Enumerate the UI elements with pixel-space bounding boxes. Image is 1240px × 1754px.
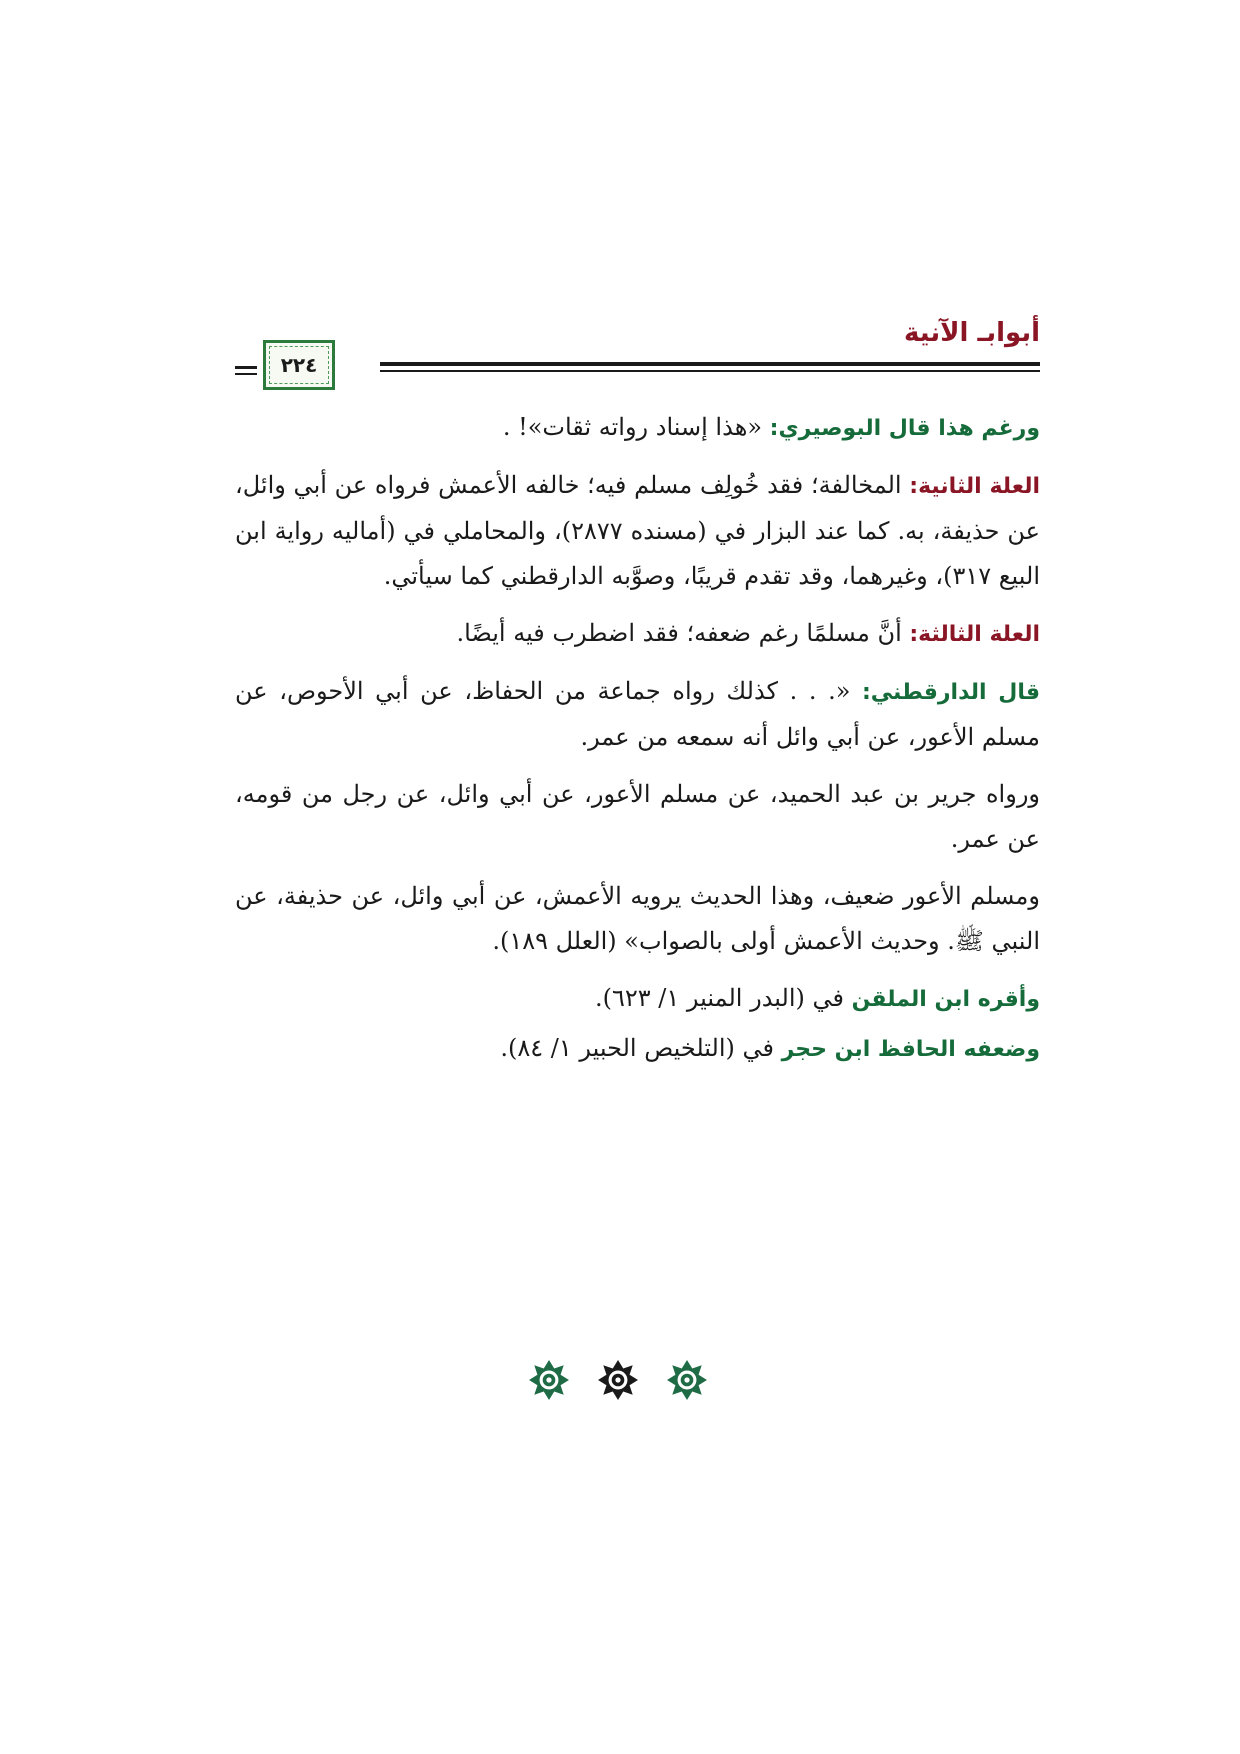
page-number-badge xyxy=(263,340,335,390)
paragraph-jarir xyxy=(235,772,1040,862)
paragraph-label: قال الدارقطني: xyxy=(862,680,1040,705)
paragraph-text: ورواه جرير بن عبد الحميد، عن مسلم الأعور، عن أبي وائل، عن رجل من قومه، عن عمر. xyxy=(235,780,1040,853)
paragraph-ibn-hajar xyxy=(235,1026,1040,1072)
paragraph-text: في (البدر المنير ١/ ٦٢٣). xyxy=(594,984,852,1012)
paragraph-text: «هذا إسناد رواته ثقات»! . xyxy=(502,413,770,441)
paragraph-label: وضعفه الحافظ ابن حجر xyxy=(781,1037,1040,1062)
header-rule-left xyxy=(235,366,257,375)
paragraph-ibn-mulaqqin xyxy=(235,976,1040,1022)
ornament-icon xyxy=(528,1359,570,1401)
paragraph-text: ومسلم الأعور ضعيف، وهذا الحديث يرويه الأعمش، عن أبي وائل، عن حذيفة، عن النبي ﷺ. وحديث الأعمش أولى بالصواب» (العلل ١٨٩). xyxy=(235,882,1040,955)
paragraph-label: وأقره ابن الملقن xyxy=(851,987,1040,1012)
page-header xyxy=(235,318,1040,393)
paragraph-text: المخالفة؛ فقد خُولِف مسلم فيه؛ خالفه الأعمش فرواه عن أبي وائل، عن حذيفة، به. كما عند البزار في (مسنده ٢٨٧٧)، والمحاملي في (أماليه رواية ابن البيع ٣١٧)، وغيرهما، وقد تقدم قريبًا، وصوَّبه الدارقطني كما سيأتي. xyxy=(235,471,1040,590)
ornament-icon xyxy=(666,1359,708,1401)
paragraph-busiri xyxy=(235,405,1040,451)
section-end-ornaments xyxy=(528,1360,708,1400)
ornament-icon xyxy=(597,1359,639,1401)
paragraph-label: ورغم هذا قال البوصيري: xyxy=(769,416,1040,441)
paragraph-second-defect xyxy=(235,463,1040,599)
page-number: ٢٢٤ xyxy=(280,353,318,377)
paragraph-text: «. . . كذلك رواه جماعة من الحفاظ، عن أبي الأحوص، عن مسلم الأعور، عن أبي وائل أنه سمعه من عمر. xyxy=(235,677,1040,751)
page-body xyxy=(235,405,1040,1084)
paragraph-muslim-awar xyxy=(235,874,1040,964)
chapter-title: أبوابـ الآنية xyxy=(903,318,1040,348)
paragraph-third-defect xyxy=(235,611,1040,657)
paragraph-text: أنَّ مسلمًا رغم ضعفه؛ فقد اضطرب فيه أيضًا. xyxy=(456,619,910,647)
paragraph-label: العلة الثالثة: xyxy=(909,622,1040,647)
paragraph-daraqutni xyxy=(235,669,1040,760)
paragraph-text: في (التلخيص الحبير ١/ ٨٤). xyxy=(500,1034,782,1062)
header-rule-thick xyxy=(380,362,1040,366)
header-rule-thin xyxy=(380,370,1040,372)
paragraph-label: العلة الثانية: xyxy=(909,474,1040,499)
